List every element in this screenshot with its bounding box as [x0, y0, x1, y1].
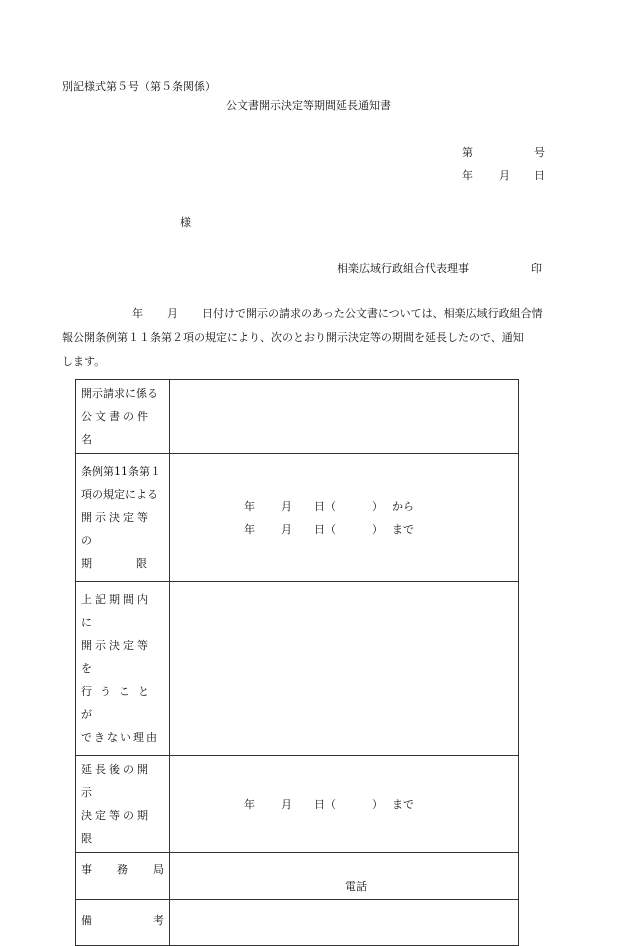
from-day: 日（ — [314, 500, 336, 513]
label-reason — [76, 582, 170, 756]
label-char: 局 — [153, 862, 164, 876]
deadline-to — [170, 518, 518, 541]
ext-paren: ） — [372, 798, 383, 811]
label-line: 開示決定等の — [81, 511, 151, 547]
addressee-honorific: 様 — [180, 216, 191, 229]
label-line: 開示請求に係る — [81, 387, 158, 400]
value-remarks[interactable] — [170, 900, 519, 946]
to-suffix: まで — [392, 523, 414, 536]
body-year: 年 — [132, 307, 143, 320]
telephone-label: 電話 — [345, 880, 367, 893]
row-office — [76, 853, 519, 900]
label-char: 務 — [117, 862, 128, 876]
value-extended-deadline[interactable] — [170, 756, 519, 853]
label-line: 開示決定等を — [81, 639, 151, 675]
body-line3: します。 — [62, 355, 106, 368]
ext-year: 年 — [244, 798, 255, 811]
value-office[interactable] — [170, 853, 519, 900]
label-line: 延長後の開示 — [81, 763, 151, 799]
label-char: 事 — [81, 862, 92, 876]
label-line: 条例第11条第１ — [81, 465, 161, 478]
to-paren: ） — [372, 523, 383, 536]
value-document-subject[interactable] — [170, 380, 519, 454]
ext-suffix: まで — [392, 798, 414, 811]
row-deadline — [76, 454, 519, 582]
label-line: 決定等の期限 — [81, 809, 151, 845]
deadline-from — [170, 495, 518, 518]
ext-month: 月 — [281, 798, 292, 811]
label-char: 考 — [153, 914, 164, 927]
label-line: 上記期間内に — [81, 593, 151, 629]
document-title: 公文書開示決定等期間延長通知書 — [226, 99, 391, 112]
value-reason[interactable] — [170, 582, 519, 756]
ext-day: 日（ — [314, 798, 336, 811]
to-year: 年 — [244, 523, 255, 536]
label-line: 期 限 — [81, 557, 147, 570]
form-label: 別記様式第５号（第５条関係） — [62, 80, 216, 93]
document-number-suffix: 号 — [534, 146, 545, 159]
to-month: 月 — [281, 523, 292, 536]
date-day: 日 — [534, 169, 545, 182]
date-month: 月 — [499, 169, 510, 182]
label-extended-deadline — [76, 756, 170, 853]
label-remarks — [76, 900, 170, 946]
body-text — [62, 302, 572, 374]
body-line2: 報公開条例第１１条第２項の規定により、次のとおり開示決定等の期間を延長したので、通知 — [62, 331, 524, 344]
date-year: 年 — [462, 169, 473, 182]
row-remarks — [76, 900, 519, 946]
from-paren: ） — [372, 500, 383, 513]
label-line: 公文書の件名 — [81, 410, 151, 446]
body-line1: 日付けで開示の請求のあった公文書については、相楽広域行政組合情 — [202, 307, 543, 320]
value-deadline[interactable] — [170, 454, 519, 582]
to-day: 日（ — [314, 523, 336, 536]
from-year: 年 — [244, 500, 255, 513]
from-month: 月 — [281, 500, 292, 513]
details-table — [75, 379, 519, 946]
label-document-subject — [76, 380, 170, 454]
seal-mark: 印 — [531, 262, 542, 275]
label-line: できない理由 — [81, 731, 159, 744]
row-document-subject — [76, 380, 519, 454]
body-month: 月 — [167, 307, 178, 320]
sender-name: 相楽広域行政組合代表理事 — [337, 262, 469, 275]
label-line: 項の規定による — [81, 488, 158, 501]
extended-date — [170, 793, 518, 816]
label-line: 行うことが — [81, 685, 157, 721]
row-reason — [76, 582, 519, 756]
label-deadline — [76, 454, 170, 582]
from-suffix: から — [392, 500, 414, 513]
document-number-prefix: 第 — [462, 146, 473, 159]
label-office — [76, 853, 170, 900]
row-extended-deadline — [76, 756, 519, 853]
label-char: 備 — [81, 914, 92, 927]
